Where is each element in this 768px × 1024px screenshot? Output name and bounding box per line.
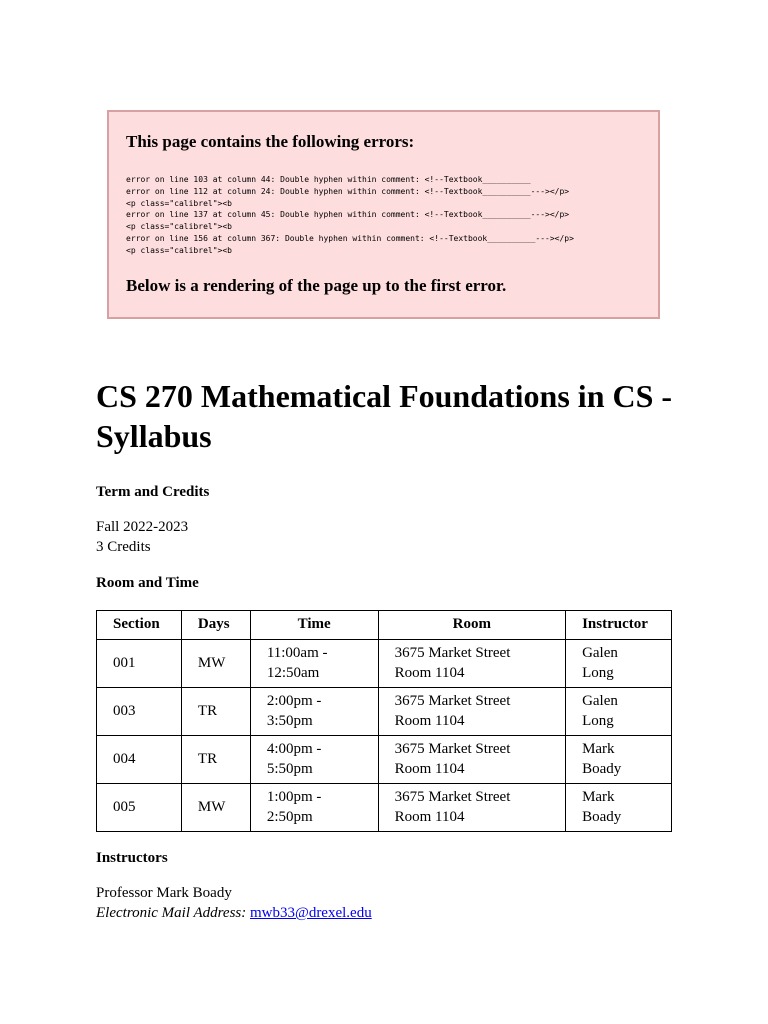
instructor-cell (566, 784, 672, 832)
room-cell (378, 784, 565, 832)
term-value: Fall 2022-2023 (96, 519, 189, 535)
section-cell: 003 (97, 688, 182, 736)
room-number: Room 1104 (394, 808, 465, 825)
table-row (97, 736, 672, 784)
error-details (126, 174, 574, 257)
error-line: error on line 156 at column 367: Double hyphen within comment: <!--Textbook__________---></p> (126, 233, 574, 243)
instructor-cell (566, 736, 672, 784)
instructor-last-name: Boady (582, 760, 622, 777)
table-header-row (97, 611, 672, 640)
time-start: 11:00am - (266, 645, 328, 661)
time-start: 1:00pm - (266, 789, 322, 805)
table-row (97, 640, 672, 688)
instructor-cell (566, 688, 672, 736)
column-header-room: Room (378, 611, 565, 640)
room-cell (378, 736, 565, 784)
time-start: 2:00pm - (266, 693, 322, 709)
instructor-info (96, 883, 372, 923)
days-cell: TR (181, 736, 250, 784)
term-credits-text (96, 517, 188, 557)
room-address: 3675 Market Street (394, 789, 511, 805)
days-cell: MW (181, 640, 250, 688)
time-end: 3:50pm (266, 712, 313, 729)
room-address: 3675 Market Street (394, 741, 511, 757)
section-cell: 004 (97, 736, 182, 784)
error-footer: Below is a rendering of the page up to the first error. (126, 276, 507, 295)
section-cell: 005 (97, 784, 182, 832)
column-header-instructor: Instructor (566, 611, 672, 640)
instructor-last-name: Long (582, 664, 614, 681)
room-number: Room 1104 (394, 760, 465, 777)
room-address: 3675 Market Street (394, 693, 511, 709)
time-end: 2:50pm (266, 808, 313, 825)
days-cell: MW (181, 784, 250, 832)
table-row (97, 784, 672, 832)
time-start: 4:00pm - (266, 741, 322, 757)
instructor-last-name: Long (582, 712, 614, 729)
time-end: 5:50pm (266, 760, 313, 777)
room-cell (378, 688, 565, 736)
table-row (97, 688, 672, 736)
term-credits-heading: Term and Credits (96, 484, 210, 500)
instructor-first-name: Galen (582, 693, 618, 709)
column-header-section: Section (97, 611, 182, 640)
instructor-email-line (96, 903, 372, 923)
error-heading: This page contains the following errors: (126, 132, 415, 151)
instructor-name: Professor Mark Boady (96, 885, 232, 901)
days-cell: TR (181, 688, 250, 736)
section-cell: 001 (97, 640, 182, 688)
page-title: CS 270 Mathematical Foundations in CS - Syllabus (96, 378, 673, 454)
instructor-first-name: Galen (582, 645, 618, 661)
email-label: Electronic Mail Address: (96, 905, 247, 921)
error-line: error on line 137 at column 45: Double hyphen within comment: <!--Textbook__________---></p> (126, 210, 570, 220)
column-header-days: Days (181, 611, 250, 640)
error-line: error on line 112 at column 24: Double hyphen within comment: <!--Textbook__________---></p> (126, 186, 570, 196)
room-number: Room 1104 (394, 712, 465, 729)
room-number: Room 1104 (394, 664, 465, 681)
instructor-first-name: Mark (582, 789, 615, 805)
instructor-cell (566, 640, 672, 688)
error-line: <p class="calibrel"><b (126, 245, 232, 255)
instructor-last-name: Boady (582, 808, 622, 825)
schedule-table (96, 610, 672, 832)
time-cell (250, 688, 378, 736)
time-cell (250, 640, 378, 688)
instructors-heading: Instructors (96, 850, 168, 866)
error-line: <p class="calibrel"><b (126, 198, 232, 208)
time-end: 12:50am (266, 664, 320, 681)
room-cell (378, 640, 565, 688)
room-time-heading: Room and Time (96, 575, 199, 591)
instructor-first-name: Mark (582, 741, 615, 757)
email-link[interactable]: mwb33@drexel.edu (250, 905, 372, 921)
room-address: 3675 Market Street (394, 645, 511, 661)
credits-value: 3 Credits (96, 539, 151, 555)
error-line: <p class="calibrel"><b (126, 222, 232, 232)
xml-error-box (107, 110, 660, 319)
time-cell (250, 736, 378, 784)
time-cell (250, 784, 378, 832)
column-header-time: Time (250, 611, 378, 640)
error-line: error on line 103 at column 44: Double hyphen within comment: <!--Textbook__________ (126, 175, 531, 184)
